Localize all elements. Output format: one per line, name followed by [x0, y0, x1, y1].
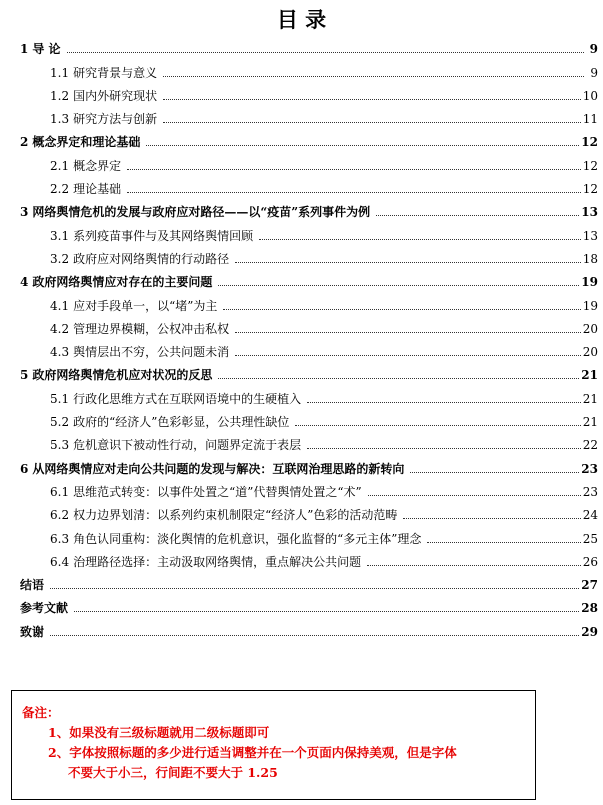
- toc-entry-label: [20, 135, 144, 149]
- toc-page-number: 9: [589, 42, 598, 57]
- dot-leader: [50, 634, 579, 636]
- dot-leader: [127, 191, 581, 193]
- toc-entry-title: 权力边界划清：以系列约束机制限定“经济人”色彩的活动范畴: [73, 508, 398, 523]
- toc-entry-label: [20, 182, 125, 196]
- note-item-2-continued: 不要大于小三，行间距不要大于 1.25: [68, 765, 278, 780]
- toc-entry[interactable]: [20, 243, 598, 266]
- toc-entry-number: 6: [20, 461, 29, 476]
- toc-entry-number: 5: [20, 368, 29, 383]
- toc-entry-label: [20, 42, 65, 56]
- toc-entry-number: 4: [20, 275, 29, 290]
- toc-entry-label: [20, 625, 48, 639]
- toc-entry-label: [20, 112, 161, 126]
- toc-entry[interactable]: [20, 219, 598, 242]
- toc-page-number: 13: [581, 205, 598, 220]
- toc-entry[interactable]: [20, 569, 598, 592]
- toc-entry-title: 应对手段单一，以“堵”为主: [73, 298, 218, 313]
- toc-entry[interactable]: [20, 56, 598, 79]
- toc-entry-title: 政府应对网络舆情的行动路径: [73, 251, 230, 266]
- toc-entry-title: 角色认同重构：淡化舆情的危机意识，强化监督的“多元主体”理念: [73, 531, 422, 546]
- toc-entry[interactable]: [20, 196, 598, 219]
- toc-page-number: 19: [581, 275, 598, 290]
- toc-page-number: 21: [582, 391, 598, 406]
- toc-page-number: 24: [582, 508, 598, 523]
- toc-entry-label: [20, 252, 233, 266]
- toc-entry-number: 6.1: [50, 484, 70, 499]
- toc-entry-label: [20, 275, 216, 289]
- dot-leader: [146, 144, 579, 146]
- toc-entry-number: 6.3: [50, 531, 70, 546]
- toc-page-number: 12: [582, 158, 598, 173]
- dot-leader: [223, 308, 580, 310]
- table-of-contents: [20, 33, 598, 639]
- dot-leader: [295, 424, 580, 426]
- dot-leader: [367, 564, 581, 566]
- toc-entry-number: 1.2: [50, 88, 70, 103]
- dot-leader: [235, 331, 581, 333]
- toc-entry-title: 概念界定: [73, 158, 122, 173]
- toc-entry[interactable]: [20, 103, 598, 126]
- toc-entry-title: 从网络舆情应对走向公共问题的发现与解决：互联网治理思路的新转向: [32, 461, 405, 476]
- toc-entry-number: 6.4: [50, 554, 70, 569]
- toc-entry-title: 行政化思维方式在互联网语境中的生硬植入: [73, 391, 302, 406]
- toc-page-number: 23: [581, 461, 598, 476]
- toc-entry[interactable]: [20, 289, 598, 312]
- toc-entry[interactable]: [20, 452, 598, 475]
- toc-page-number: 12: [581, 135, 598, 150]
- toc-entry-number: 3.2: [50, 251, 70, 266]
- toc-entry-number: 4.1: [50, 298, 70, 313]
- toc-entry-label: [20, 159, 125, 173]
- toc-page-number: 23: [582, 484, 598, 499]
- toc-entry-title: 致谢: [20, 624, 45, 639]
- toc-entry-title: 政府的“经济人”色彩彰显，公共理性缺位: [73, 415, 290, 430]
- toc-entry-number: 4.2: [50, 321, 70, 336]
- note-item-2: 2、字体按照标题的多少进行适当调整并在一个页面内保持美观，但是字体: [48, 745, 457, 760]
- toc-entry-label: [20, 229, 257, 243]
- toc-entry-label: [20, 299, 221, 313]
- toc-entry-label: [20, 415, 293, 429]
- toc-entry-title: 系列疫苗事件与及其网络舆情回顾: [73, 228, 254, 243]
- toc-entry[interactable]: [20, 546, 598, 569]
- toc-entry[interactable]: [20, 126, 598, 149]
- toc-entry-number: 3.1: [50, 228, 70, 243]
- toc-entry[interactable]: [20, 382, 598, 405]
- dot-leader: [410, 471, 579, 473]
- toc-entry-title: 舆情层出不穷，公共问题未消: [73, 345, 230, 360]
- dot-leader: [67, 51, 584, 53]
- dot-leader: [218, 284, 579, 286]
- dot-leader: [368, 494, 581, 496]
- toc-entry[interactable]: [20, 592, 598, 615]
- toc-page-number: 21: [582, 415, 598, 430]
- toc-entry-title: 理论基础: [73, 182, 122, 197]
- dot-leader: [235, 354, 581, 356]
- toc-entry-label: [20, 601, 72, 615]
- toc-page-number: 21: [581, 368, 598, 383]
- toc-entry-title: 导 论: [32, 42, 61, 57]
- toc-page-number: 25: [582, 531, 598, 546]
- toc-entry-title: 结语: [20, 578, 45, 593]
- toc-page-number: 10: [582, 88, 598, 103]
- dot-leader: [163, 75, 584, 77]
- toc-page-number: 27: [581, 578, 598, 593]
- toc-entry[interactable]: [20, 173, 598, 196]
- toc-page-number: 20: [582, 321, 598, 336]
- dot-leader: [307, 401, 581, 403]
- toc-page-number: 29: [581, 624, 598, 639]
- toc-entry-label: [20, 438, 305, 452]
- toc-entry[interactable]: [20, 615, 598, 638]
- toc-entry-label: [20, 322, 233, 336]
- toc-entry-number: 2.2: [50, 182, 70, 197]
- toc-entry[interactable]: [20, 80, 598, 103]
- toc-entry-number: 5.3: [50, 438, 70, 453]
- dot-leader: [74, 610, 579, 612]
- dot-leader: [403, 517, 580, 519]
- toc-entry-label: [20, 89, 161, 103]
- toc-entry-title: 治理路径选择：主动汲取网络舆情，重点解决公共问题: [73, 554, 362, 569]
- toc-entry-label: [20, 345, 233, 359]
- toc-entry-number: 2.1: [50, 158, 70, 173]
- toc-entry[interactable]: [20, 499, 598, 522]
- toc-entry-title: 危机意识下被动性行动，问题界定流于表层: [73, 438, 302, 453]
- toc-entry-number: 1.1: [50, 65, 70, 80]
- note-item-1: 1、如果没有三级标题就用二级标题即可: [48, 725, 270, 740]
- toc-entry-title: 管理边界模糊，公权冲击私权: [73, 321, 230, 336]
- toc-page-number: 22: [582, 438, 598, 453]
- toc-entry-title: 国内外研究现状: [73, 88, 158, 103]
- toc-entry[interactable]: [20, 33, 598, 56]
- dot-leader: [127, 168, 581, 170]
- toc-page-number: 19: [582, 298, 598, 313]
- note-heading: 备注：: [22, 705, 60, 720]
- toc-page-number: 18: [582, 251, 598, 266]
- toc-entry-number: 3: [20, 205, 29, 220]
- toc-entry[interactable]: [20, 149, 598, 172]
- page-title: 目 录: [276, 7, 327, 32]
- toc-entry-label: [20, 368, 216, 382]
- toc-entry[interactable]: [20, 522, 598, 545]
- toc-page-number: 28: [581, 601, 598, 616]
- toc-entry-number: 2: [20, 135, 29, 150]
- toc-entry-label: [20, 485, 366, 499]
- toc-entry[interactable]: [20, 359, 598, 382]
- dot-leader: [307, 447, 581, 449]
- dot-leader: [427, 541, 580, 543]
- toc-entry-title: 概念界定和理论基础: [32, 135, 141, 150]
- dot-leader: [163, 98, 581, 100]
- toc-page-number: 9: [590, 65, 598, 80]
- toc-entry[interactable]: [20, 476, 598, 499]
- toc-entry-title: 参考文献: [20, 601, 69, 616]
- toc-entry[interactable]: [20, 266, 598, 289]
- toc-entry-label: [20, 205, 374, 219]
- toc-page-number: 11: [582, 112, 598, 127]
- toc-entry-label: [20, 555, 365, 569]
- toc-entry-title: 政府网络舆情危机应对状况的反思: [32, 368, 213, 383]
- toc-page-number: 12: [582, 182, 598, 197]
- toc-entry-number: 6.2: [50, 508, 70, 523]
- toc-entry-label: [20, 392, 305, 406]
- dot-leader: [235, 261, 581, 263]
- toc-entry-label: [20, 532, 425, 546]
- toc-entry-title: 政府网络舆情应对存在的主要问题: [32, 275, 213, 290]
- toc-entry-number: 5.1: [50, 391, 70, 406]
- dot-leader: [163, 121, 581, 123]
- toc-entry-number: 1: [20, 42, 29, 57]
- toc-entry-label: [20, 66, 161, 80]
- toc-entry-label: [20, 578, 48, 592]
- toc-page-number: 26: [582, 554, 598, 569]
- toc-entry[interactable]: [20, 406, 598, 429]
- toc-entry-label: [20, 508, 401, 522]
- toc-entry[interactable]: [20, 313, 598, 336]
- dot-leader: [50, 587, 579, 589]
- note-box: [11, 690, 536, 800]
- dot-leader: [218, 377, 579, 379]
- toc-entry-title: 研究背景与意义: [73, 65, 158, 80]
- toc-entry-number: 1.3: [50, 112, 70, 127]
- toc-entry-number: 4.3: [50, 345, 70, 360]
- toc-page-number: 13: [582, 228, 598, 243]
- toc-entry-title: 研究方法与创新: [73, 112, 158, 127]
- toc-entry-title: 思维范式转变：以事件处置之“道”代替舆情处置之“术”: [73, 484, 362, 499]
- dot-leader: [259, 238, 581, 240]
- toc-page-number: 20: [582, 345, 598, 360]
- toc-entry[interactable]: [20, 429, 598, 452]
- toc-entry-label: [20, 462, 408, 476]
- toc-entry-number: 5.2: [50, 415, 70, 430]
- toc-entry-title: 网络舆情危机的发展与政府应对路径——以“疫苗”系列事件为例: [32, 205, 371, 220]
- dot-leader: [376, 214, 579, 216]
- toc-entry[interactable]: [20, 336, 598, 359]
